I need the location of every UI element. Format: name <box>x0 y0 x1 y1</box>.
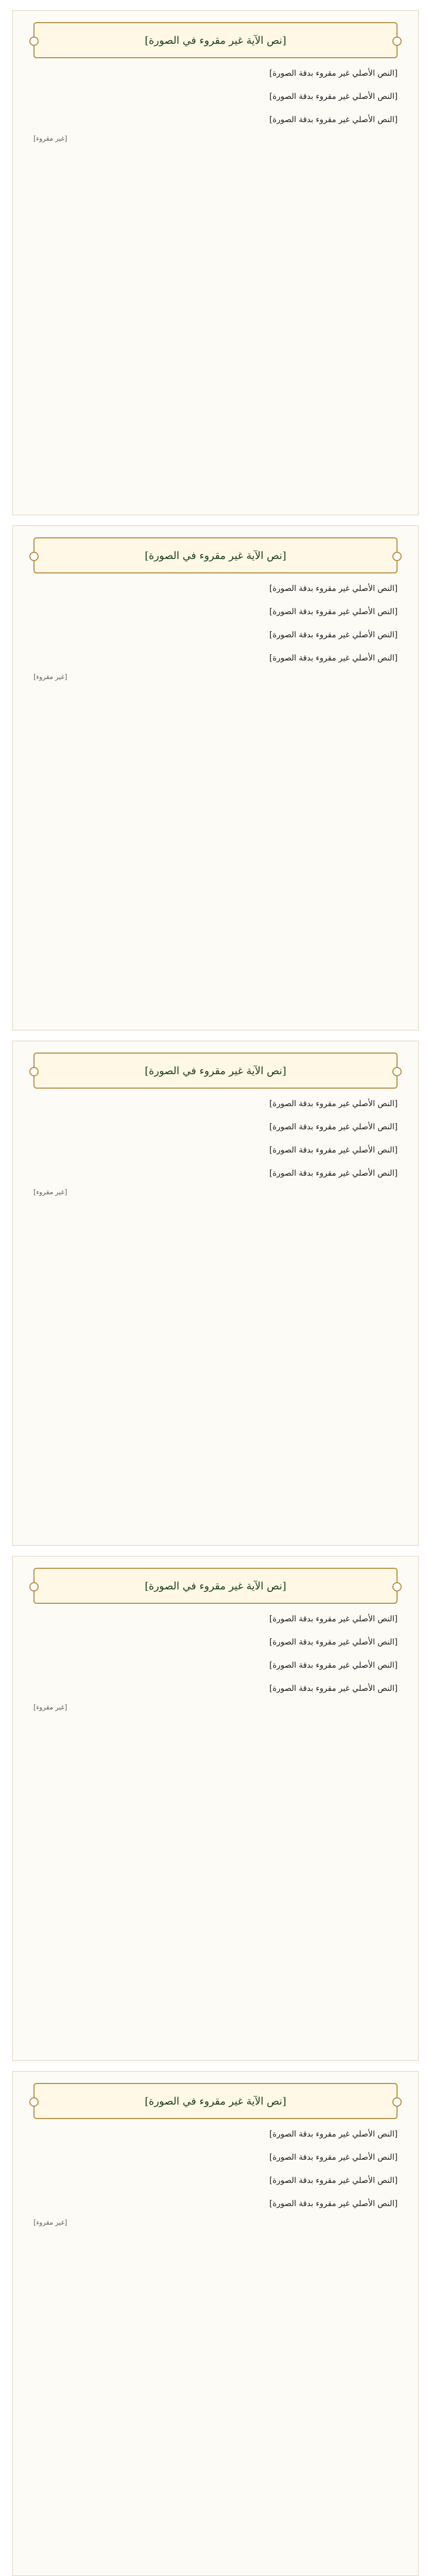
ayah-text: [نص الآية غير مقروء في الصورة] <box>145 2095 286 2107</box>
ayah-box <box>33 537 398 573</box>
paragraph: [النص الأصلي غير مقروء بدقة الصورة] <box>269 1145 398 1155</box>
paragraph: [النص الأصلي غير مقروء بدقة الصورة] <box>269 1660 398 1670</box>
ayah-text: [نص الآية غير مقروء في الصورة] <box>145 34 286 46</box>
paragraph: [النص الأصلي غير مقروء بدقة الصورة] <box>269 115 398 124</box>
paragraph: [النص الأصلي غير مقروء بدقة الصورة] <box>269 1099 398 1108</box>
reference: [غير مقروء] <box>33 1704 67 1711</box>
paragraph: [النص الأصلي غير مقروء بدقة الصورة] <box>269 653 398 663</box>
paragraph: [النص الأصلي غير مقروء بدقة الصورة] <box>269 630 398 639</box>
ayah-box <box>33 22 398 58</box>
ayah-text: [نص الآية غير مقروء في الصورة] <box>145 1064 286 1077</box>
tafsir-block-2 <box>12 526 419 1030</box>
ayah-box <box>33 1568 398 1604</box>
reference: [غير مقروء] <box>33 2219 67 2227</box>
paragraph: [النص الأصلي غير مقروء بدقة الصورة] <box>269 2129 398 2139</box>
ayah-text: [نص الآية غير مقروء في الصورة] <box>145 549 286 562</box>
paragraph: [النص الأصلي غير مقروء بدقة الصورة] <box>269 69 398 78</box>
tafsir-block-3 <box>12 1041 419 1546</box>
paragraph: [النص الأصلي غير مقروء بدقة الصورة] <box>269 2176 398 2185</box>
paragraph: [النص الأصلي غير مقروء بدقة الصورة] <box>269 584 398 593</box>
ayah-text: [نص الآية غير مقروء في الصورة] <box>145 1580 286 1592</box>
paragraph: [النص الأصلي غير مقروء بدقة الصورة] <box>269 2153 398 2162</box>
ayah-box <box>33 1053 398 1089</box>
paragraph: [النص الأصلي غير مقروء بدقة الصورة] <box>269 1614 398 1623</box>
tafsir-block-4 <box>12 1556 419 2061</box>
paragraph: [النص الأصلي غير مقروء بدقة الصورة] <box>269 607 398 616</box>
ayah-box <box>33 2083 398 2119</box>
tafsir-block-1 <box>12 10 419 515</box>
reference: [غير مقروء] <box>33 1189 67 1196</box>
reference: [غير مقروء] <box>33 135 67 143</box>
paragraph: [النص الأصلي غير مقروء بدقة الصورة] <box>269 1122 398 1131</box>
tafsir-block-5 <box>12 2071 419 2576</box>
paragraph: [النص الأصلي غير مقروء بدقة الصورة] <box>269 1684 398 1693</box>
reference: [غير مقروء] <box>33 673 67 681</box>
paragraph: [النص الأصلي غير مقروء بدقة الصورة] <box>269 2199 398 2208</box>
paragraph: [النص الأصلي غير مقروء بدقة الصورة] <box>269 1168 398 1178</box>
paragraph: [النص الأصلي غير مقروء بدقة الصورة] <box>269 1637 398 1647</box>
paragraph: [النص الأصلي غير مقروء بدقة الصورة] <box>269 92 398 101</box>
